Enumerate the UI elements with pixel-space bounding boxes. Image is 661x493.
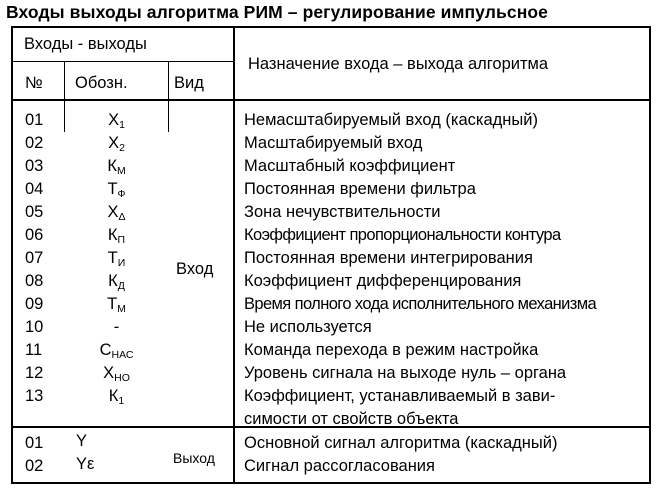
row-description: Постоянная времени интегрирования (244, 249, 533, 267)
inputs-description-column (244, 109, 641, 431)
row-description (244, 385, 641, 408)
row-num: 09 (25, 295, 44, 313)
inputs-kind: Вход (176, 260, 214, 278)
outputs-kind: Выход (173, 450, 215, 466)
row-description: Время полного хода исполнительного механизма (244, 295, 597, 313)
row-num: 12 (25, 364, 44, 382)
row-description: Команда перехода в режим настройка (244, 341, 539, 359)
row-symbol: $X_1$ (108, 111, 125, 131)
row-num: 02 (25, 134, 44, 152)
row-num: 07 (25, 249, 44, 267)
row-symbol: $Т_И$ (107, 249, 126, 269)
row-symbol: $X_2$ (108, 134, 125, 154)
row-num: 05 (25, 203, 44, 221)
row-description: Уровень сигнала на выходе нуль – органа (244, 364, 567, 382)
header-group: Входы - выходы (24, 35, 147, 53)
row-symbol: - (113, 318, 120, 336)
row-description: Масштабный коэффициент (244, 157, 456, 175)
row-num: 03 (25, 157, 44, 175)
row-description: Масштабируемый вход (244, 134, 423, 152)
row-symbol: Yε (76, 455, 95, 473)
row-description-continued: симости от свойств объекта (244, 410, 459, 428)
row-description: Основной сигнал алгоритма (каскадный) (244, 434, 558, 452)
row-symbol: Y (76, 432, 88, 450)
outputs-symbol-column (76, 430, 94, 476)
row-symbol: $С_{НАС}$ (99, 341, 134, 361)
inputs-symbol-column (65, 109, 168, 408)
row-symbol: $Т_Ф$ (107, 180, 126, 200)
header-num: № (25, 74, 43, 92)
row-description: Постоянная времени фильтра (244, 180, 476, 198)
row-symbol: $Х_\Delta$ (107, 203, 126, 223)
header-bottom-divider (13, 99, 649, 101)
row-symbol: $К_М$ (107, 157, 126, 177)
row-num: 08 (25, 272, 44, 290)
row-description: Немасштабируемый вход (каскадный) (244, 111, 538, 129)
row-description: Сигнал рассогласования (244, 457, 435, 475)
row-num: 06 (25, 226, 44, 244)
header-purpose: Назначение входа – выхода алгоритма (248, 55, 549, 73)
row-symbol: $К_1$ (108, 387, 125, 407)
row-description-justified: Коэффициент, устанавливаемый в зави- (244, 387, 556, 405)
row-symbol: $Х_{НО}$ (103, 364, 130, 384)
row-symbol: $К_Д$ (108, 272, 125, 292)
row-symbol: $К_П$ (107, 226, 126, 246)
row-num: 01 (25, 434, 44, 452)
row-num: 01 (25, 111, 44, 129)
row-description: Не используется (244, 318, 372, 336)
header-kind: Вид (174, 74, 204, 92)
row-description: Коэффициент дифференцирования (244, 272, 522, 290)
row-num: 04 (25, 180, 44, 198)
outputs-num-column (25, 432, 43, 478)
col-divider-purpose (233, 28, 235, 482)
inputs-num-column (25, 109, 43, 408)
algorithm-io-table (11, 26, 651, 484)
row-num: 02 (25, 457, 44, 475)
row-num: 10 (25, 318, 44, 336)
row-num: 13 (25, 387, 44, 405)
row-num: 11 (25, 341, 43, 359)
document-title: Входы выходы алгоритма РИМ – регулирование импульсное (6, 2, 548, 22)
row-symbol: $Т_М$ (107, 295, 126, 315)
row-description: Коэффициент пропорциональности контура (244, 226, 561, 244)
outputs-description-column (244, 432, 557, 478)
header-code: Обозн. (75, 74, 128, 92)
row-description: Зона нечувствительности (244, 203, 441, 221)
col-divider-kind (168, 62, 169, 132)
header-group-divider (13, 61, 234, 62)
